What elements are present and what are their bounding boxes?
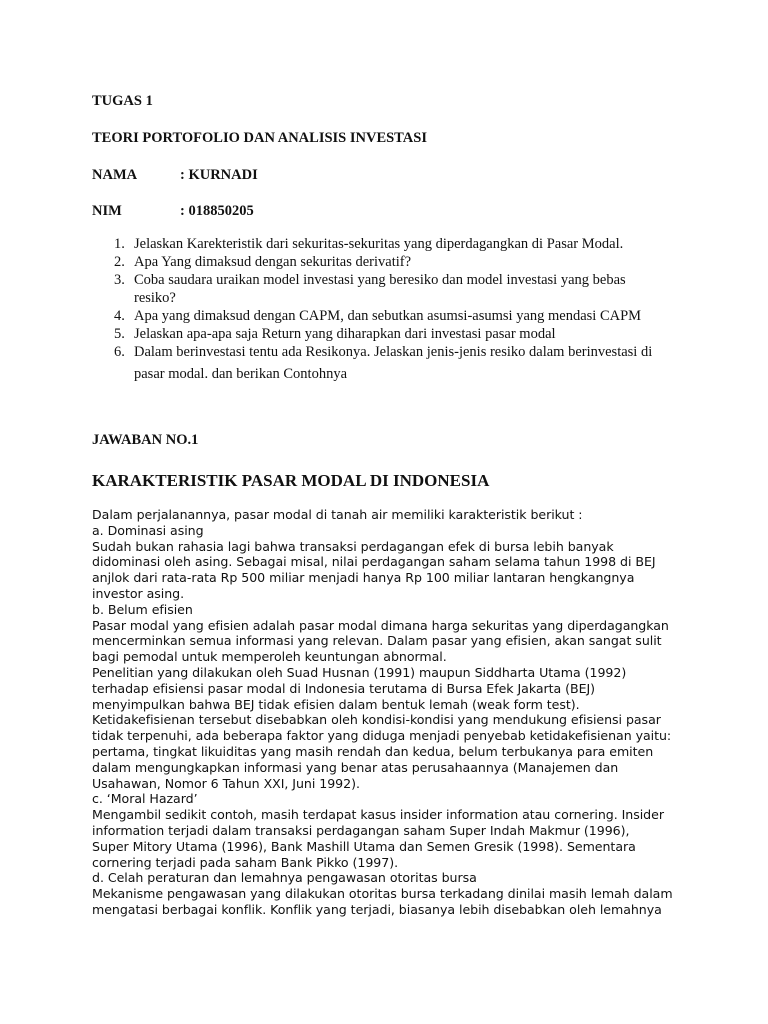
body-line: cornering terjadi pada saham Bank Pikko (1997). [92,854,399,870]
body-line: didominasi oleh asing. Sebagai misal, nilai perdagangan saham selama tahun 1998 di BEJ [92,554,656,570]
question-number: 1. [114,236,125,252]
body-line: Mekanisme pengawasan yang dilakukan otoritas bursa terkadang dinilai masih lemah dalam [92,886,673,902]
body-line: anjlok dari rata-rata Rp 500 miliar menjadi hanya Rp 100 miliar lantaran hengkangnya [92,570,635,586]
question-item [114,271,692,307]
body-line: Pasar modal yang efisien adalah pasar modal dimana harga sekuritas yang diperdagangkan [92,617,669,633]
question-text: Dalam berinvestasi tentu ada Resikonya. Jelaskan jenis-jenis resiko dalam berinvestasi di [134,344,653,360]
name-row [0,167,768,187]
body-line: dalam mengungkapkan informasi yang benar atas perusahaannya (Manajemen dan [92,759,619,775]
question-text: Jelaskan Karekteristik dari sekuritas-sekuritas yang diperdagangkan di Pasar Modal. [134,236,624,252]
body-line: bagi pemodal untuk memperoleh keuntungan abnormal. [92,649,447,665]
name-label: NAMA [92,167,138,183]
assignment-number: TUGAS 1 [92,93,153,109]
question-text: resiko? [134,290,176,306]
nim-value: : 018850205 [180,203,254,219]
question-number: 3. [114,272,125,288]
body-line: information terjadi dalam transaksi perdagangan saham Super Indah Makmur (1996), [92,822,630,838]
question-item [114,307,692,325]
question-number: 2. [114,254,125,270]
body-line: mengatasi berbagai konflik. Konflik yang terjadi, biasanya lebih disebabkan oleh lemahnya [92,901,662,917]
answer-body [92,507,692,918]
question-text: Coba saudara uraikan model investasi yang beresiko dan model investasi yang bebas [134,272,626,288]
answer-heading: JAWABAN NO.1 [92,432,199,448]
question-text: Jelaskan apa-apa saja Return yang diharapkan dari investasi pasar modal [134,326,556,342]
question-item [114,235,692,253]
body-line: a. Dominasi asing [92,522,204,538]
body-line: investor asing. [92,585,185,601]
body-line: Sudah bukan rahasia lagi bahwa transaksi perdagangan efek di bursa lebih banyak [92,538,614,554]
question-text: pasar modal. dan berikan Contohnya [134,366,348,382]
body-line: tidak terpenuhi, ada beberapa faktor yang diduga menjadi penyebab ketidakefisienan yaitu: [92,728,672,744]
question-number: 4. [114,308,125,324]
nim-label: NIM [92,203,122,219]
nim-row [0,203,768,223]
body-line: Usahawan, Nomor 6 Tahun XXI, Juni 1992). [92,775,360,791]
course-title: TEORI PORTOFOLIO DAN ANALISIS INVESTASI [92,130,427,146]
body-line: terhadap efisiensi pasar modal di Indonesia terutama di Bursa Efek Jakarta (BEJ) [92,680,596,696]
body-line: mencerminkan semua informasi yang relevan. Dalam pasar yang efisien, akan sangat sulit [92,633,662,649]
body-line: pertama, tingkat likuiditas yang masih rendah dan kedua, belum terbukanya para emiten [92,743,654,759]
question-text: Apa Yang dimaksud dengan sekuritas derivatif? [134,254,412,270]
body-line: Mengambil sedikit contoh, masih terdapat kasus insider information atau cornering. Insider [92,807,664,823]
body-line: Penelitian yang dilakukan oleh Suad Husnan (1991) maupun Siddharta Utama (1992) [92,664,627,680]
question-item [114,341,692,385]
body-line: Ketidakefisienan tersebut disebabkan oleh kondisi-kondisi yang mendukung efisiensi pasar [92,712,661,728]
body-line: c. ‘Moral Hazard’ [92,791,198,807]
question-list [92,235,692,385]
question-text: Apa yang dimaksud dengan CAPM, dan sebutkan asumsi-asumsi yang mendasi CAPM [134,308,642,324]
question-number: 6. [114,344,125,360]
name-value: : KURNADI [180,167,258,183]
question-number: 5. [114,326,125,342]
body-line: menyimpulkan bahwa BEJ tidak efisien dalam bentuk lemah (weak form test). [92,696,580,712]
body-line: Super Mitory Utama (1996), Bank Mashill Utama dan Semen Gresik (1998). Sementara [92,838,636,854]
body-line: Dalam perjalanannya, pasar modal di tanah air memiliki karakteristik berikut : [92,507,583,522]
body-line: b. Belum efisien [92,601,193,617]
section-heading: KARAKTERISTIK PASAR MODAL DI INDONESIA [92,471,490,490]
question-item [114,253,692,271]
body-line: d. Celah peraturan dan lemahnya pengawasan otoritas bursa [92,870,477,886]
